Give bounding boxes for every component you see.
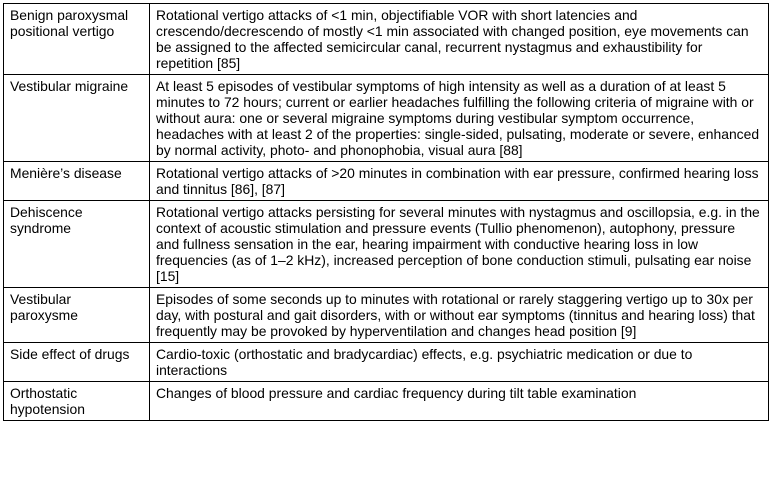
- description-cell: Rotational vertigo attacks persisting for several minutes with nystagmus and oscillopsia, e.g. in the context of acoustic stimulation and pressure events (Tullio phenomenon), autophony, pressure and fullness sensation in the ear, hearing impairment with conductive hearing loss in low frequencies (as of 1–2 kHz), increased perception of bone conduction stimuli, pulsating ear noise [15]: [150, 201, 769, 288]
- condition-cell: Vestibular paroxysme: [4, 288, 150, 343]
- table-row: [4, 75, 769, 162]
- differential-diagnosis-table: [3, 3, 769, 421]
- description-cell: Rotational vertigo attacks of >20 minutes in combination with ear pressure, confirmed hearing loss and tinnitus [86], [87]: [150, 162, 769, 201]
- table-row: [4, 201, 769, 288]
- table-row: [4, 162, 769, 201]
- description-cell: At least 5 episodes of vestibular symptoms of high intensity as well as a duration of at least 5 minutes to 72 hours; current or earlier headaches fulfilling the following criteria of migraine with or without aura: one or several migraine symptoms during vestibular symptom occurrence, headaches with at least 2 of the properties: single-sided, pulsating, moderate or severe, enhanced by normal activity, photo- and phonophobia, visual aura [88]: [150, 75, 769, 162]
- table-row: [4, 4, 769, 75]
- condition-cell: Side effect of drugs: [4, 343, 150, 382]
- table-row: [4, 288, 769, 343]
- condition-cell: Vestibular migraine: [4, 75, 150, 162]
- condition-cell: Menière’s disease: [4, 162, 150, 201]
- condition-cell: Benign paroxysmal positional vertigo: [4, 4, 150, 75]
- condition-cell: Dehiscence syndrome: [4, 201, 150, 288]
- table-row: [4, 343, 769, 382]
- table-row: [4, 382, 769, 421]
- description-cell: Cardio-toxic (orthostatic and bradycardiac) effects, e.g. psychiatric medication or due to interactions: [150, 343, 769, 382]
- condition-cell: Orthostatic hypotension: [4, 382, 150, 421]
- description-cell: Changes of blood pressure and cardiac frequency during tilt table examination: [150, 382, 769, 421]
- description-cell: Rotational vertigo attacks of <1 min, objectifiable VOR with short latencies and crescendo/decrescendo of mostly <1 min associated with changed position, eye movements can be assigned to the affected semicircular canal, recurrent nystagmus and exhaustibility for repetition [85]: [150, 4, 769, 75]
- description-cell: Episodes of some seconds up to minutes with rotational or rarely staggering vertigo up to 30x per day, with postural and gait disorders, with or without ear symptoms (tinnitus and hearing loss) that frequently may be provoked by hyperventilation and changes head position [9]: [150, 288, 769, 343]
